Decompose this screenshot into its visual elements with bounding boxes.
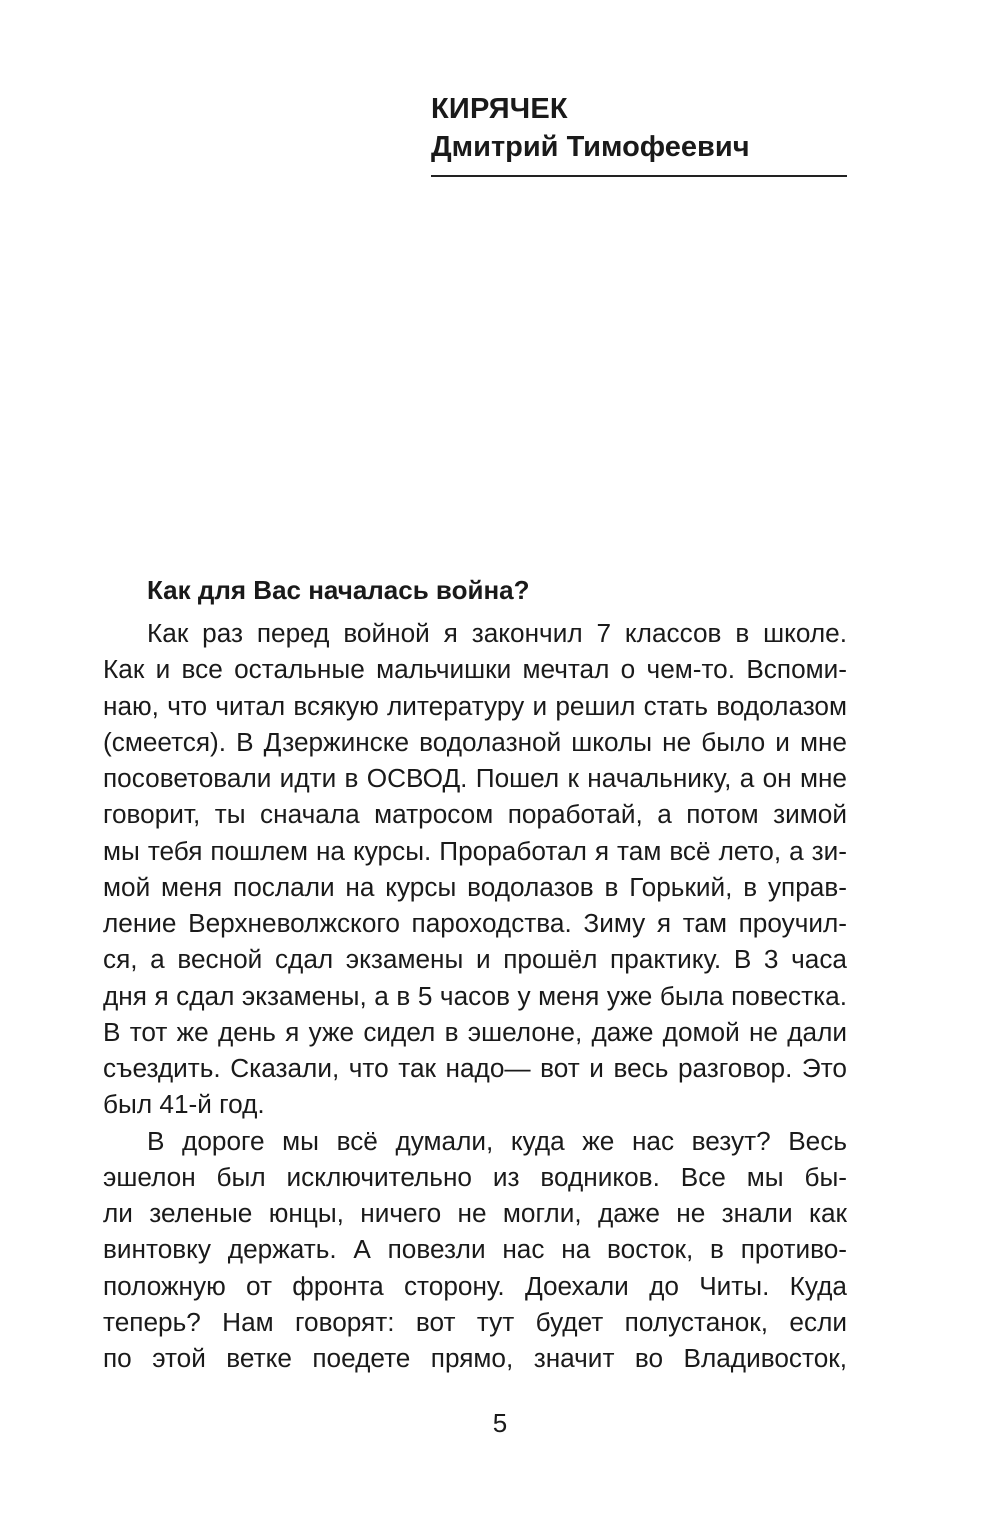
paragraph-line: мы тебя пошлем на курсы. Проработал я там всё лето, а зи-: [103, 835, 847, 866]
paragraph-line: эшелон был исключительно из водников. Все мы бы-: [103, 1161, 847, 1192]
chapter-surname: КИРЯЧЕК: [431, 93, 568, 125]
paragraph-line: по этой ветке поедете прямо, значит во Владивосток,: [103, 1343, 847, 1373]
paragraph-line: мой меня послали на курсы водолазов в Горький, в управ-: [103, 871, 847, 902]
paragraph-line: В дороге мы всё думали, куда же нас везут? Весь: [147, 1125, 847, 1156]
paragraph-line: дня я сдал экзамены, а в 5 часов у меня уже была повестка.: [103, 980, 847, 1011]
paragraph-line: ление Верхневолжского пароходства. Зиму я там проучил-: [103, 908, 847, 938]
chapter-header: [431, 90, 847, 177]
paragraph-line: (смеется). В Дзержинске водолазной школы не было и мне: [103, 726, 847, 757]
paragraph-line: положную от фронта сторону. Доехали до Читы. Куда: [103, 1270, 847, 1301]
body-text: [103, 572, 847, 1376]
paragraph-line: ся, а весной сдал экзамены и прошёл практику. В 3 часа: [103, 944, 847, 975]
header-rule: [431, 175, 847, 177]
paragraph-line: наю, что читал всякую литературу и решил стать водолазом: [103, 690, 847, 721]
paragraph-line: ли зеленые юнцы, ничего не могли, даже не знали как: [103, 1198, 847, 1228]
chapter-fullname: Дмитрий Тимофеевич: [431, 131, 750, 163]
paragraph-line: Как и все остальные мальчишки мечтал о чем-то. Вспоми-: [103, 654, 847, 685]
paragraph-line: винтовку держать. А повезли нас на восток, в противо-: [103, 1234, 847, 1265]
paragraph-line: был 41-й год.: [103, 1089, 265, 1120]
interview-question: Как для Вас началась война?: [147, 575, 530, 605]
paragraph-line: посоветовали идти в ОСВОД. Пошел к начальнику, а он мне: [103, 763, 847, 793]
paragraph-line: теперь? Нам говорят: вот тут будет полустанок, если: [103, 1306, 847, 1337]
paragraph-line: В тот же день я уже сидел в эшелоне, даже домой не дали: [103, 1016, 847, 1047]
page-number: 5: [492, 1408, 508, 1438]
paragraph-line: говорит, ты сначала матросом поработай, а потом зимой: [103, 799, 847, 830]
paragraph-line: съездить. Сказали, что так надо— вот и весь разговор. Это: [103, 1053, 847, 1083]
paragraph-line: Как раз перед войной я закончил 7 классов в школе.: [147, 618, 847, 648]
